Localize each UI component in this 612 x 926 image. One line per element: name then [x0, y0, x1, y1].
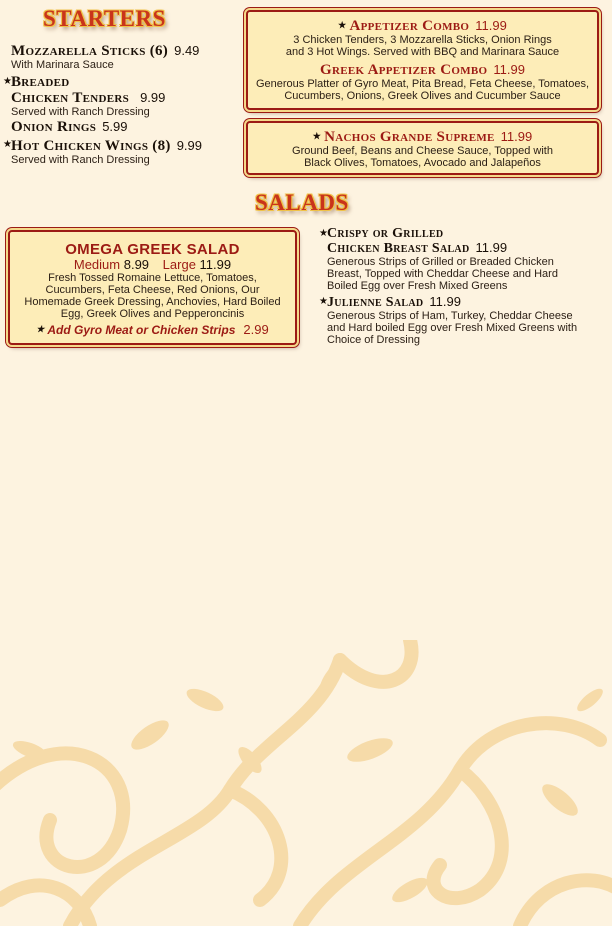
addon-label: Add Gyro Meat or Chicken Strips [47, 323, 236, 337]
appetizer-combo-desc-line2: and 3 Hot Wings. Served with BBQ and Marinara Sauce [285, 46, 560, 58]
omega-desc-line1: Fresh Tossed Romaine Lettuce, Tomatoes, [48, 272, 257, 284]
appetizer-combo-name: Appetizer Combo [349, 18, 470, 34]
item-description-line1: Generous Strips of Ham, Turkey, Cheddar Cheese [327, 310, 573, 322]
large-label: Large [162, 257, 196, 272]
item-price: 9.49 [174, 43, 200, 58]
item-name: Julienne Salad [327, 295, 424, 310]
omega-desc-line2: Cucumbers, Feta Cheese, Red Onions, Our [45, 284, 260, 296]
item-description-line3: Choice of Dressing [327, 334, 420, 346]
appetizer-combo-box [246, 10, 599, 110]
omega-addon [10, 322, 295, 337]
item-description-line3: Boiled Egg over Fresh Mixed Greens [327, 280, 508, 292]
item-price: 9.99 [140, 90, 166, 105]
menu-item-onion-rings [11, 119, 128, 135]
decorative-swirl-background [0, 640, 612, 926]
item-name-line1: Breaded [11, 74, 70, 90]
item-name-line1: Crispy or Grilled [327, 226, 444, 241]
greek-combo-desc-line2: Cucumbers, Onions, Greek Olives and Cucumber Sauce [284, 90, 561, 102]
nachos-name: Nachos Grande Supreme [324, 129, 495, 145]
addon-price: 2.99 [243, 322, 269, 337]
menu-item-mozzarella-sticks [11, 43, 199, 71]
item-price: 9.99 [176, 138, 202, 153]
star-icon: ★ [3, 76, 12, 87]
nachos-price: 11.99 [500, 129, 533, 144]
item-description: Served with Ranch Dressing [11, 106, 150, 118]
item-description-line2: Breast, Topped with Cheddar Cheese and Hard [327, 268, 558, 280]
appetizer-combo-desc-line1: 3 Chicken Tenders, 3 Mozzarella Sticks, Onion Rings [293, 34, 552, 46]
appetizer-combo-price: 11.99 [475, 18, 507, 33]
item-price: 11.99 [475, 240, 508, 255]
star-icon: ★ [312, 131, 322, 141]
menu-item-chicken-breast-salad [319, 226, 558, 292]
item-price: 11.99 [429, 294, 461, 309]
greek-combo-price: 11.99 [493, 62, 525, 77]
greek-combo-name: Greek Appetizer Combo [320, 62, 488, 78]
salads-heading: SALADS [255, 190, 349, 215]
star-icon: ★ [319, 296, 328, 307]
item-name: Hot Chicken Wings (8) [11, 138, 171, 154]
item-description: With Marinara Sauce [11, 59, 114, 71]
menu-item-breaded-chicken-tenders [3, 74, 166, 118]
omega-salad-name: OMEGA GREEK SALAD [65, 241, 240, 258]
menu-item-hot-chicken-wings [3, 138, 202, 166]
greek-combo-desc-line1: Generous Platter of Gyro Meat, Pita Bread, Feta Cheese, Tomatoes, [255, 78, 590, 90]
item-description-line2: and Hard boiled Egg over Fresh Mixed Greens with [327, 322, 578, 334]
item-description: Served with Ranch Dressing [11, 154, 150, 166]
nachos-desc-line2: Black Olives, Tomatoes, Avocado and Jalapeños [304, 157, 541, 169]
item-price: 5.99 [102, 119, 128, 134]
omega-desc-line3: Homemade Greek Dressing, Anchovies, Hard Boiled [24, 296, 281, 308]
item-name: Onion Rings [11, 119, 97, 135]
omega-greek-salad-box [8, 230, 297, 345]
omega-desc-line4: Egg, Greek Olives and Pepperoncinis [60, 308, 245, 320]
star-icon: ★ [319, 228, 328, 239]
item-name-line2: Chicken Tenders [11, 90, 130, 106]
star-icon: ★ [36, 324, 45, 334]
menu-item-julienne-salad [319, 294, 578, 346]
item-description-line1: Generous Strips of Grilled or Breaded Chicken [327, 256, 554, 268]
nachos-grande-box [246, 121, 599, 175]
medium-label: Medium [73, 257, 121, 272]
omega-size-prices [10, 258, 295, 272]
nachos-desc-line1: Ground Beef, Beans and Cheese Sauce, Topped with [292, 145, 553, 157]
starters-heading: STARTERS [43, 6, 166, 31]
large-price: 11.99 [199, 257, 232, 272]
medium-price: 8.99 [123, 257, 150, 272]
item-name: Mozzarella Sticks (6) [11, 43, 169, 59]
star-icon: ★ [3, 139, 12, 150]
item-name-line2: Chicken Breast Salad [327, 241, 470, 256]
star-icon: ★ [338, 20, 347, 30]
